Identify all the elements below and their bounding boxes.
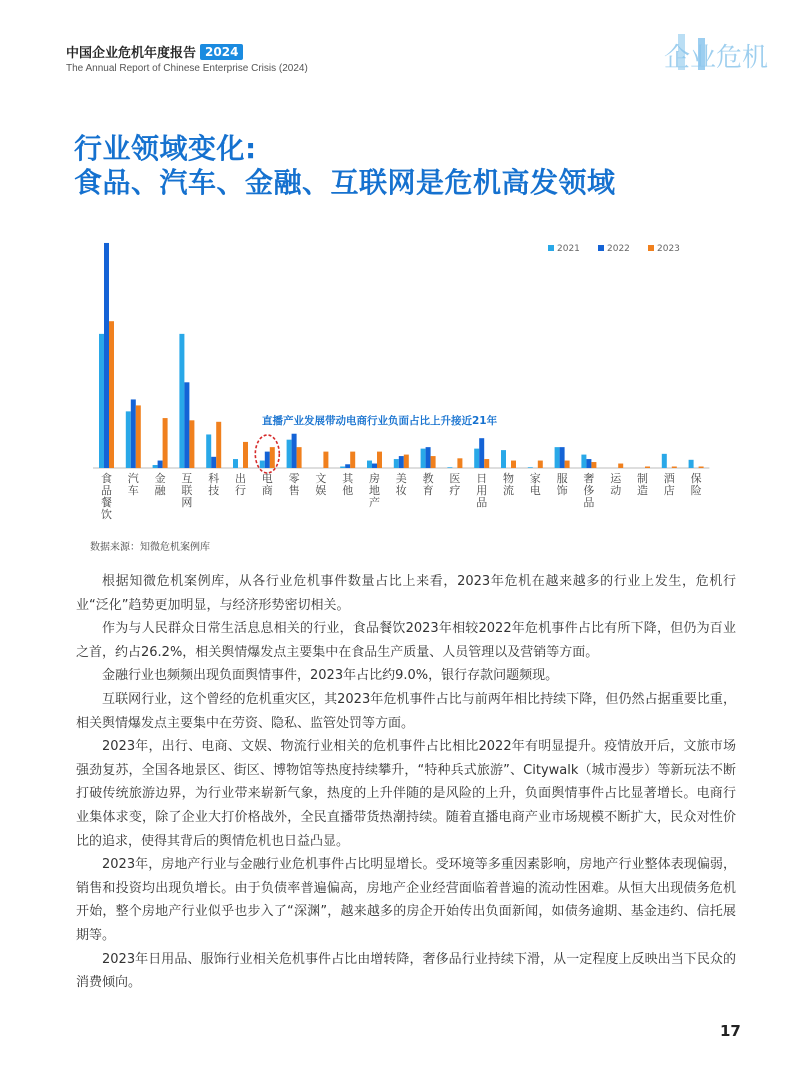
x-tick-label: 电	[261, 472, 273, 485]
bar-2023	[511, 461, 516, 468]
body-text	[76, 570, 736, 995]
bar-2022	[479, 438, 484, 468]
bar-2021	[421, 449, 426, 468]
legend-label: 2023	[657, 244, 680, 254]
x-tick-label: 流	[503, 484, 514, 497]
bar-2022	[158, 461, 163, 468]
bar-2021	[689, 460, 694, 468]
bar-2022	[586, 459, 591, 468]
bar-2023	[270, 447, 275, 468]
x-tick-label: 售	[288, 484, 300, 497]
x-tick-label: 侈	[583, 484, 595, 497]
x-tick-label: 教	[422, 472, 434, 485]
bar-2023	[243, 442, 248, 468]
page-title-line2: 食品、汽车、金融、互联网是危机高发领域	[74, 166, 616, 199]
bar-2021	[126, 411, 131, 468]
x-tick-label: 品	[476, 496, 488, 509]
x-tick-label: 日	[476, 472, 488, 485]
bar-2022	[345, 464, 350, 468]
x-tick-label: 联	[181, 484, 193, 497]
bar-2022	[560, 447, 565, 468]
bar-2021	[233, 459, 238, 468]
x-tick-label: 品	[101, 484, 112, 497]
x-tick-label: 妆	[395, 484, 407, 497]
legend-label: 2021	[557, 244, 580, 254]
report-header	[66, 42, 308, 74]
report-title-text: 中国企业危机年度报告	[66, 46, 197, 61]
x-tick-label: 酒	[663, 472, 675, 485]
x-tick-label: 动	[610, 484, 622, 497]
paragraph: 金融行业也频频出现负面舆情事件，2023年占比约9.0%，银行存款问题频现。	[102, 668, 559, 684]
legend-swatch-2021	[548, 245, 554, 251]
x-tick-label: 融	[154, 484, 166, 497]
x-tick-label: 娱	[315, 484, 327, 497]
bar-2023	[404, 455, 409, 468]
bar-2022	[372, 464, 377, 468]
bar-2021	[474, 449, 479, 468]
bar-2023	[538, 461, 543, 468]
bar-2023	[457, 458, 462, 468]
bar-2023	[672, 467, 677, 468]
x-tick-label: 房	[369, 472, 380, 485]
bar-2022	[211, 457, 216, 468]
x-tick-label: 产	[369, 496, 380, 509]
bar-2023	[163, 418, 168, 468]
x-tick-label: 奢	[583, 472, 595, 485]
x-tick-label: 行	[235, 484, 246, 497]
bar-2023	[484, 459, 489, 468]
x-tick-label: 网	[181, 496, 193, 509]
x-tick-label: 医	[449, 472, 461, 485]
bar-2021	[662, 454, 667, 468]
bar-2021	[287, 440, 292, 468]
industry-crisis-bar-chart	[0, 225, 808, 530]
x-tick-label: 疗	[449, 484, 461, 497]
bar-2023	[591, 462, 596, 468]
x-tick-label: 育	[422, 484, 434, 497]
bar-2021	[260, 461, 265, 468]
bar-2022	[426, 447, 431, 468]
paragraph: 互联网行业，这个曾经的危机重灾区，其2023年危机事件占比与前两年相比持续下降，但仍然占据重要比重，相关舆情爆发点主要集中在劳资、隐私、监管处罚等方面。	[76, 691, 736, 731]
report-logo	[660, 30, 769, 74]
x-tick-label: 食	[101, 472, 112, 485]
x-tick-label: 汽	[127, 472, 139, 485]
year-badge: 2024	[200, 44, 243, 60]
bar-2021	[153, 465, 158, 468]
bar-2021	[206, 434, 211, 468]
bar-2023	[565, 461, 570, 468]
bar-2022	[184, 382, 189, 468]
paragraph: 2023年日用品、服饰行业相关危机事件占比由增转降，奢侈品行业持续下滑，从一定程度上反映出当下民众的消费倾向。	[76, 951, 736, 991]
bar-2023	[189, 420, 194, 468]
page-number: 17	[720, 1022, 741, 1040]
legend-swatch-2023	[648, 245, 654, 251]
x-tick-label: 零	[288, 472, 300, 485]
bar-2023	[377, 452, 382, 468]
bar-2021	[367, 461, 372, 468]
bar-2023	[699, 467, 704, 468]
paragraph: 根据知微危机案例库，从各行业危机事件数量占比上来看，2023年危机在越来越多的行业上发生，危机行业“泛化”趋势更加明显，与经济形势密切相关。	[76, 574, 736, 613]
x-tick-label: 美	[395, 472, 407, 485]
x-tick-label: 运	[610, 472, 622, 485]
report-subtitle: The Annual Report of Chinese Enterprise Crisis (2024)	[66, 63, 308, 74]
x-tick-label: 他	[342, 484, 354, 497]
bar-2021	[528, 467, 533, 468]
data-source: 数据来源：知微危机案例库	[90, 542, 210, 553]
x-tick-label: 用	[476, 484, 488, 497]
x-tick-label: 科	[208, 472, 220, 485]
bar-2022	[292, 434, 297, 468]
x-tick-label: 车	[127, 484, 139, 497]
x-tick-label: 家	[529, 472, 541, 485]
x-tick-label: 品	[583, 496, 595, 509]
paragraph: 2023年，房地产行业与金融行业危机事件占比明显增长。受环境等多重因素影响，房地产行业整体表现偏弱，销售和投资均出现负增长。由于负债率普遍偏高，房地产企业经营面临着普遍的流动性困难。从恒大出现债务危机开始，整个房地产行业似乎也步入了“深渊”，越来越多的房企开始传出负面新闻，如债务逾期、基金违约、信托展期等。	[76, 857, 736, 943]
annotation-text: 直播产业发展带动电商行业负面占比上升接近21年	[262, 415, 498, 427]
page-title	[74, 132, 616, 200]
report-title	[66, 42, 308, 61]
x-tick-label: 物	[503, 472, 514, 485]
legend-label: 2022	[607, 244, 630, 254]
bar-2023	[216, 422, 221, 468]
x-tick-label: 饮	[101, 508, 112, 521]
x-tick-label: 电	[529, 484, 541, 497]
bar-2023	[431, 456, 436, 468]
x-tick-label: 互	[181, 472, 193, 485]
bar-2021	[340, 467, 345, 468]
x-tick-label: 技	[208, 484, 220, 497]
logo-text: 企业危机	[664, 43, 769, 73]
bar-2021	[581, 455, 586, 468]
x-tick-label: 文	[315, 472, 327, 485]
x-tick-label: 饰	[556, 484, 568, 497]
bar-2023	[297, 447, 302, 468]
bar-2022	[131, 399, 136, 468]
bar-2023	[323, 452, 328, 468]
bar-2021	[179, 334, 184, 468]
bar-2021	[447, 467, 452, 468]
x-tick-label: 制	[637, 472, 648, 485]
bar-2022	[265, 452, 270, 468]
x-tick-label: 服	[556, 472, 568, 485]
bar-2023	[645, 467, 650, 468]
bar-2023	[109, 321, 114, 468]
paragraph: 作为与人民群众日常生活息息相关的行业，食品餐饮2023年相较2022年危机事件占比有所下降，但仍为百业之首，约占26.2%，相关舆情爆发点主要集中在食品生产质量、人员管理以及营销等方面。	[76, 621, 736, 660]
bar-2023	[136, 405, 141, 468]
page-title-line1: 行业领域变化:	[74, 132, 257, 165]
x-tick-label: 险	[690, 484, 702, 497]
x-tick-label: 店	[663, 484, 675, 497]
bar-2021	[501, 450, 506, 468]
x-tick-label: 地	[369, 484, 380, 497]
x-tick-label: 出	[235, 472, 246, 485]
paragraph: 2023年，出行、电商、文娱、物流行业相关的危机事件占比相比2022年有明显提升。疫情放开后，文旅市场强劲复苏，全国各地景区、街区、博物馆等热度持续攀升，“特种兵式旅游”、Citywalk（城市漫步）等新玩法不断打破传统旅游边界，为行业带来崭新气象，热度的上升伴随的是风险的上升，负面舆情事件占比显著增长。电商行业集体求变，除了企业大打价格战外，全民直播带货热潮持续。随着直播电商产业市场规模不断扩大，民众对性价比的追求，使得其背后的舆情危机也日益凸显。	[76, 739, 736, 849]
x-tick-label: 保	[690, 472, 702, 485]
x-tick-label: 餐	[101, 496, 112, 509]
bar-2021	[555, 447, 560, 468]
bar-2021	[99, 334, 104, 468]
x-tick-label: 金	[154, 472, 166, 485]
legend-swatch-2022	[598, 245, 604, 251]
x-tick-label: 造	[637, 484, 648, 497]
bar-2023	[350, 452, 355, 468]
bar-2022	[399, 456, 404, 468]
x-tick-label: 其	[342, 472, 354, 485]
bar-2022	[104, 243, 109, 468]
bar-2023	[618, 464, 623, 468]
bar-2021	[394, 459, 399, 468]
x-tick-label: 商	[261, 484, 273, 497]
